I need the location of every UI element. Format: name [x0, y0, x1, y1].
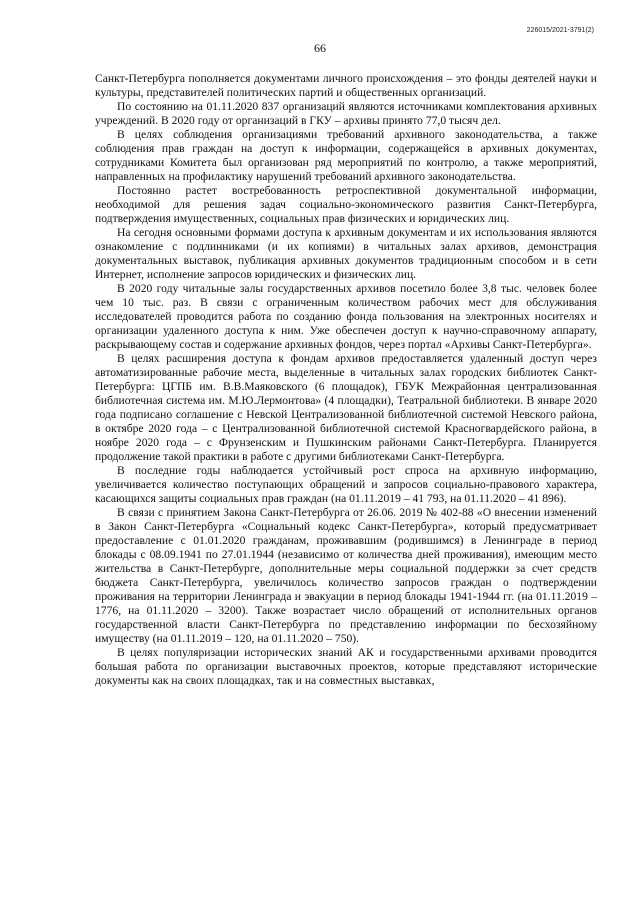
paragraph: В целях соблюдения организациями требований архивного законодательства, а также соблюдения прав граждан на доступ к информации, содержащейся в архивных документах, сотрудниками Комитета был организован ряд мероприятий по контролю, а также мероприятий, направленных на профилактику нарушений требований архивного законодательства. [95, 128, 597, 183]
page-number: 66 [314, 41, 326, 55]
document-body [95, 72, 597, 688]
paragraph: Постоянно растет востребованность ретроспективной документальной информации, необходимой для решения задач социально-экономического развития Санкт-Петербурга, подтверждения имущественных, социальных прав физических и юридических лиц. [95, 184, 597, 225]
paragraph: В последние годы наблюдается устойчивый рост спроса на архивную информацию, увеличивается количество поступающих обращений и запросов социально-правового характера, касающихся защиты социальных прав граждан (на 01.11.2019 – 41 793, на 01.11.2020 – 41 896). [95, 464, 597, 505]
paragraph: В целях расширения доступа к фондам архивов предоставляется удаленный доступ через автоматизированные рабочие места, выделенные в читальных залах городских библиотек Санкт-Петербурга: ЦГПБ им. В.В.Маяковского (6 площадок), ГБУК Межрайонная централизованная библиотечная система им. М.Ю.Лермонтова» (4 площадки), Театральной библиотеки. В январе 2020 года подписано соглашение с Невской Централизованной библиотечной системой Невского района, в октябре 2020 года – с Централизованной библиотечной системой Красногвардейского района, в ноябре 2020 года – с Фрунзенским и Пушкинским районами Санкт-Петербурга. Планируется продолжение такой практики в работе с другими библиотеками Санкт-Петербурга. [95, 352, 597, 463]
paragraph: Санкт-Петербурга пополняется документами личного происхождения – это фонды деятелей науки и культуры, представителей политических партий и общественных организаций. [95, 72, 597, 99]
paragraph: В 2020 году читальные залы государственных архивов посетило более 3,8 тыс. человек более чем 10 тыс. раз. В связи с ограниченным количеством рабочих мест для обслуживания исследователей проводится работа по созданию фонда пользования на электронных носителях и организации удаленного доступа к ним. Уже обеспечен доступ к научно-справочному аппарату, раскрывающему состав и содержание архивных фондов, через портал «Архивы Санкт-Петербурга». [95, 282, 597, 351]
paragraph: По состоянию на 01.11.2020 837 организаций являются источниками комплектования архивных учреждений. В 2020 году от организаций в ГКУ – архивы принято 77,0 тысяч дел. [95, 100, 597, 127]
document-number: 226015/2021-3791(2) [526, 27, 594, 34]
paragraph: На сегодня основными формами доступа к архивным документам и их использования являются ознакомление с подлинниками (и их копиями) в читальных залах архивов, демонстрация документальных выставок, публикация архивных документов традиционным способом и в сети Интернет, исполнение запросов юридических и физических лиц. [95, 226, 597, 281]
paragraph: В связи с принятием Закона Санкт-Петербурга от 26.06. 2019 № 402-88 «О внесении изменений в Закон Санкт-Петербурга «Социальный кодекс Санкт-Петербурга», который предусматривает предоставление с 01.01.2020 гражданам, проживавшим (родившимся) в Ленинграде в период блокады с 08.09.1941 по 27.01.1944 (независимо от количества дней проживания), имеющим место жительства в Санкт-Петербурге, дополнительные меры социальной поддержки за счет средств бюджета Санкт-Петербурга, увеличилось количество запросов граждан о подтверждении проживания на территории Ленинграда и эвакуации в период блокады 1941-1944 гг. (на 01.11.2019 – 1776, на 01.11.2020 – 3200). Также возрастает число обращений от исполнительных органов государственной власти Санкт-Петербурга по представлению информации по бесхозяйному имуществу (на 01.11.2019 – 120, на 01.11.2020 – 750). [95, 506, 597, 645]
paragraph: В целях популяризации исторических знаний АК и государственными архивами проводится большая работа по организации выставочных проектов, которые представляют исторические документы как на своих площадках, так и на совместных выставках, [95, 646, 597, 687]
